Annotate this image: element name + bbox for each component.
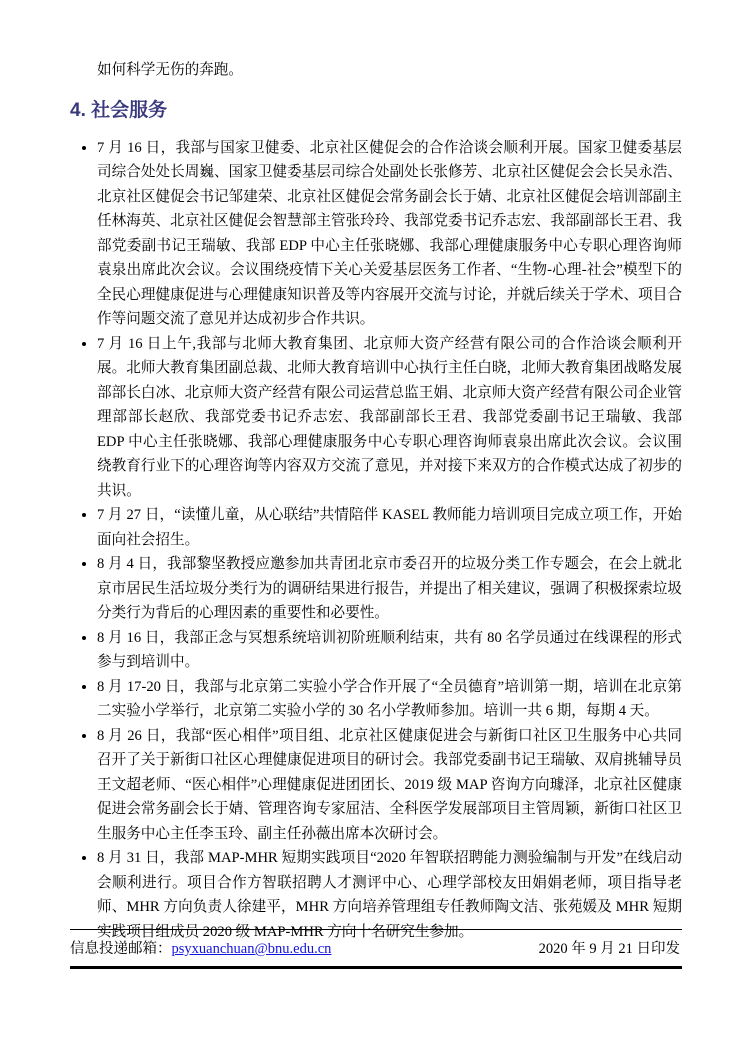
footer-email-link[interactable]: psyxuanchuan@bnu.edu.cn <box>171 941 332 957</box>
bullet-item: • 7 月 27 日，“读懂儿童，从心联结”共情陪伴 KASEL 教师能力培训项目完成立项工作，开始面向社会招生。 <box>97 503 682 552</box>
footer-email-label: 信息投递邮箱： <box>70 941 172 957</box>
footer-contact <box>70 937 331 958</box>
bullet-item: • 8 月 16 日，我部正念与冥想系统培训初阶班顺利结束，共有 80 名学员通过在线课程的形式参与到培训中。 <box>97 626 682 675</box>
bullet-item: • 8 月 4 日，我部黎坚教授应邀参加共青团北京市委召开的垃圾分类工作专题会，在会上就北京市居民生活垃圾分类行为的调研结果进行报告，并提出了相关建议，强调了积极探索垃圾分类行为背后的心理因素的重要性和必要性。 <box>97 552 682 626</box>
bullet-item: • 7 月 16 日，我部与国家卫健委、北京社区健促会的合作洽谈会顺利开展。国家卫健委基层司综合处处长周巍、国家卫健委基层司综合处副处长张修芳、北京社区健促会会长吴永浩、北京社区健促会书记邹建荣、北京社区健促会常务副会长于婧、北京社区健促会培训部副主任林海英、北京社区健促会智慧部主管张玲玲、我部党委书记乔志宏、我部副部长王君、我部党委副书记王瑞敏、我部 EDP 中心主任张晓娜、我部心理健康服务中心专职心理咨询师袁泉出席此次会议。会议围绕疫情下关心关爱基层医务工作者、“生物-心理-社会”模型下的全民心理健康促进与心理健康知识普及等内容展开交流与讨论，并就后续关于学术、项目合作等问题交流了意见并达成初步合作共识。 <box>97 136 682 332</box>
footer-row <box>70 930 682 969</box>
footer-print-date: 2020 年 9 月 21 日印发 <box>538 941 680 957</box>
intro-paragraph: 如何科学无伤的奔跑。 <box>97 62 243 78</box>
section-heading-social-service: 4. 社会服务 <box>70 99 168 121</box>
bullet-item: • 7 月 16 日上午,我部与北师大教育集团、北京师大资产经营有限公司的合作洽谈会顺利开展。北师大教育集团副总裁、北师大教育培训中心执行主任白晓，北师大教育集团战略发展部部长白冰、北京师大资产经营有限公司运营总监王娟、北京师大资产经营有限公司企业管理部部长赵欣、我部党委书记乔志宏、我部副部长王君、我部党委副书记王瑞敏、我部 EDP 中心主任张晓娜、我部心理健康服务中心专职心理咨询师袁泉出席此次会议。会议围绕教育行业下的心理咨询等内容双方交流了意见，并对接下来双方的合作模式达成了初步的共识。 <box>97 332 682 504</box>
page-footer <box>70 929 682 969</box>
news-bullet-list <box>70 136 682 945</box>
bullet-item: • 8 月 31 日，我部 MAP-MHR 短期实践项目“2020 年智联招聘能力测验编制与开发”在线启动会顺利进行。项目合作方智联招聘人才测评中心、心理学部校友田娟娟老师，项目指导老师、MHR 方向负责人徐建平，MHR 方向培养管理组专任教师陶文洁、张苑媛及 MHR 短期实践项目组成员 2020 级 MAP-MHR 方向十名研究生参加。 <box>97 846 682 944</box>
document-content <box>70 58 682 944</box>
bullet-item: • 8 月 17-20 日，我部与北京第二实验小学合作开展了“全员德育”培训第一期，培训在北京第二实验小学举行，北京第二实验小学的 30 名小学教师参加。培训一共 6 期，每期 4 天。 <box>97 675 682 724</box>
bullet-item: • 8 月 26 日，我部“医心相伴”项目组、北京社区健康促进会与新街口社区卫生服务中心共同召开了关于新街口社区心理健康促进项目的研讨会。我部党委副书记王瑞敏、双肩挑辅导员王文超老师、“医心相伴”心理健康促进团团长、2019 级 MAP 咨询方向璩泽，北京社区健康促进会常务副会长于婧、管理咨询专家屈洁、全科医学发展部项目主管周颖，新街口社区卫生服务中心主任李玉玲、副主任孙薇出席本次研讨会。 <box>97 724 682 847</box>
